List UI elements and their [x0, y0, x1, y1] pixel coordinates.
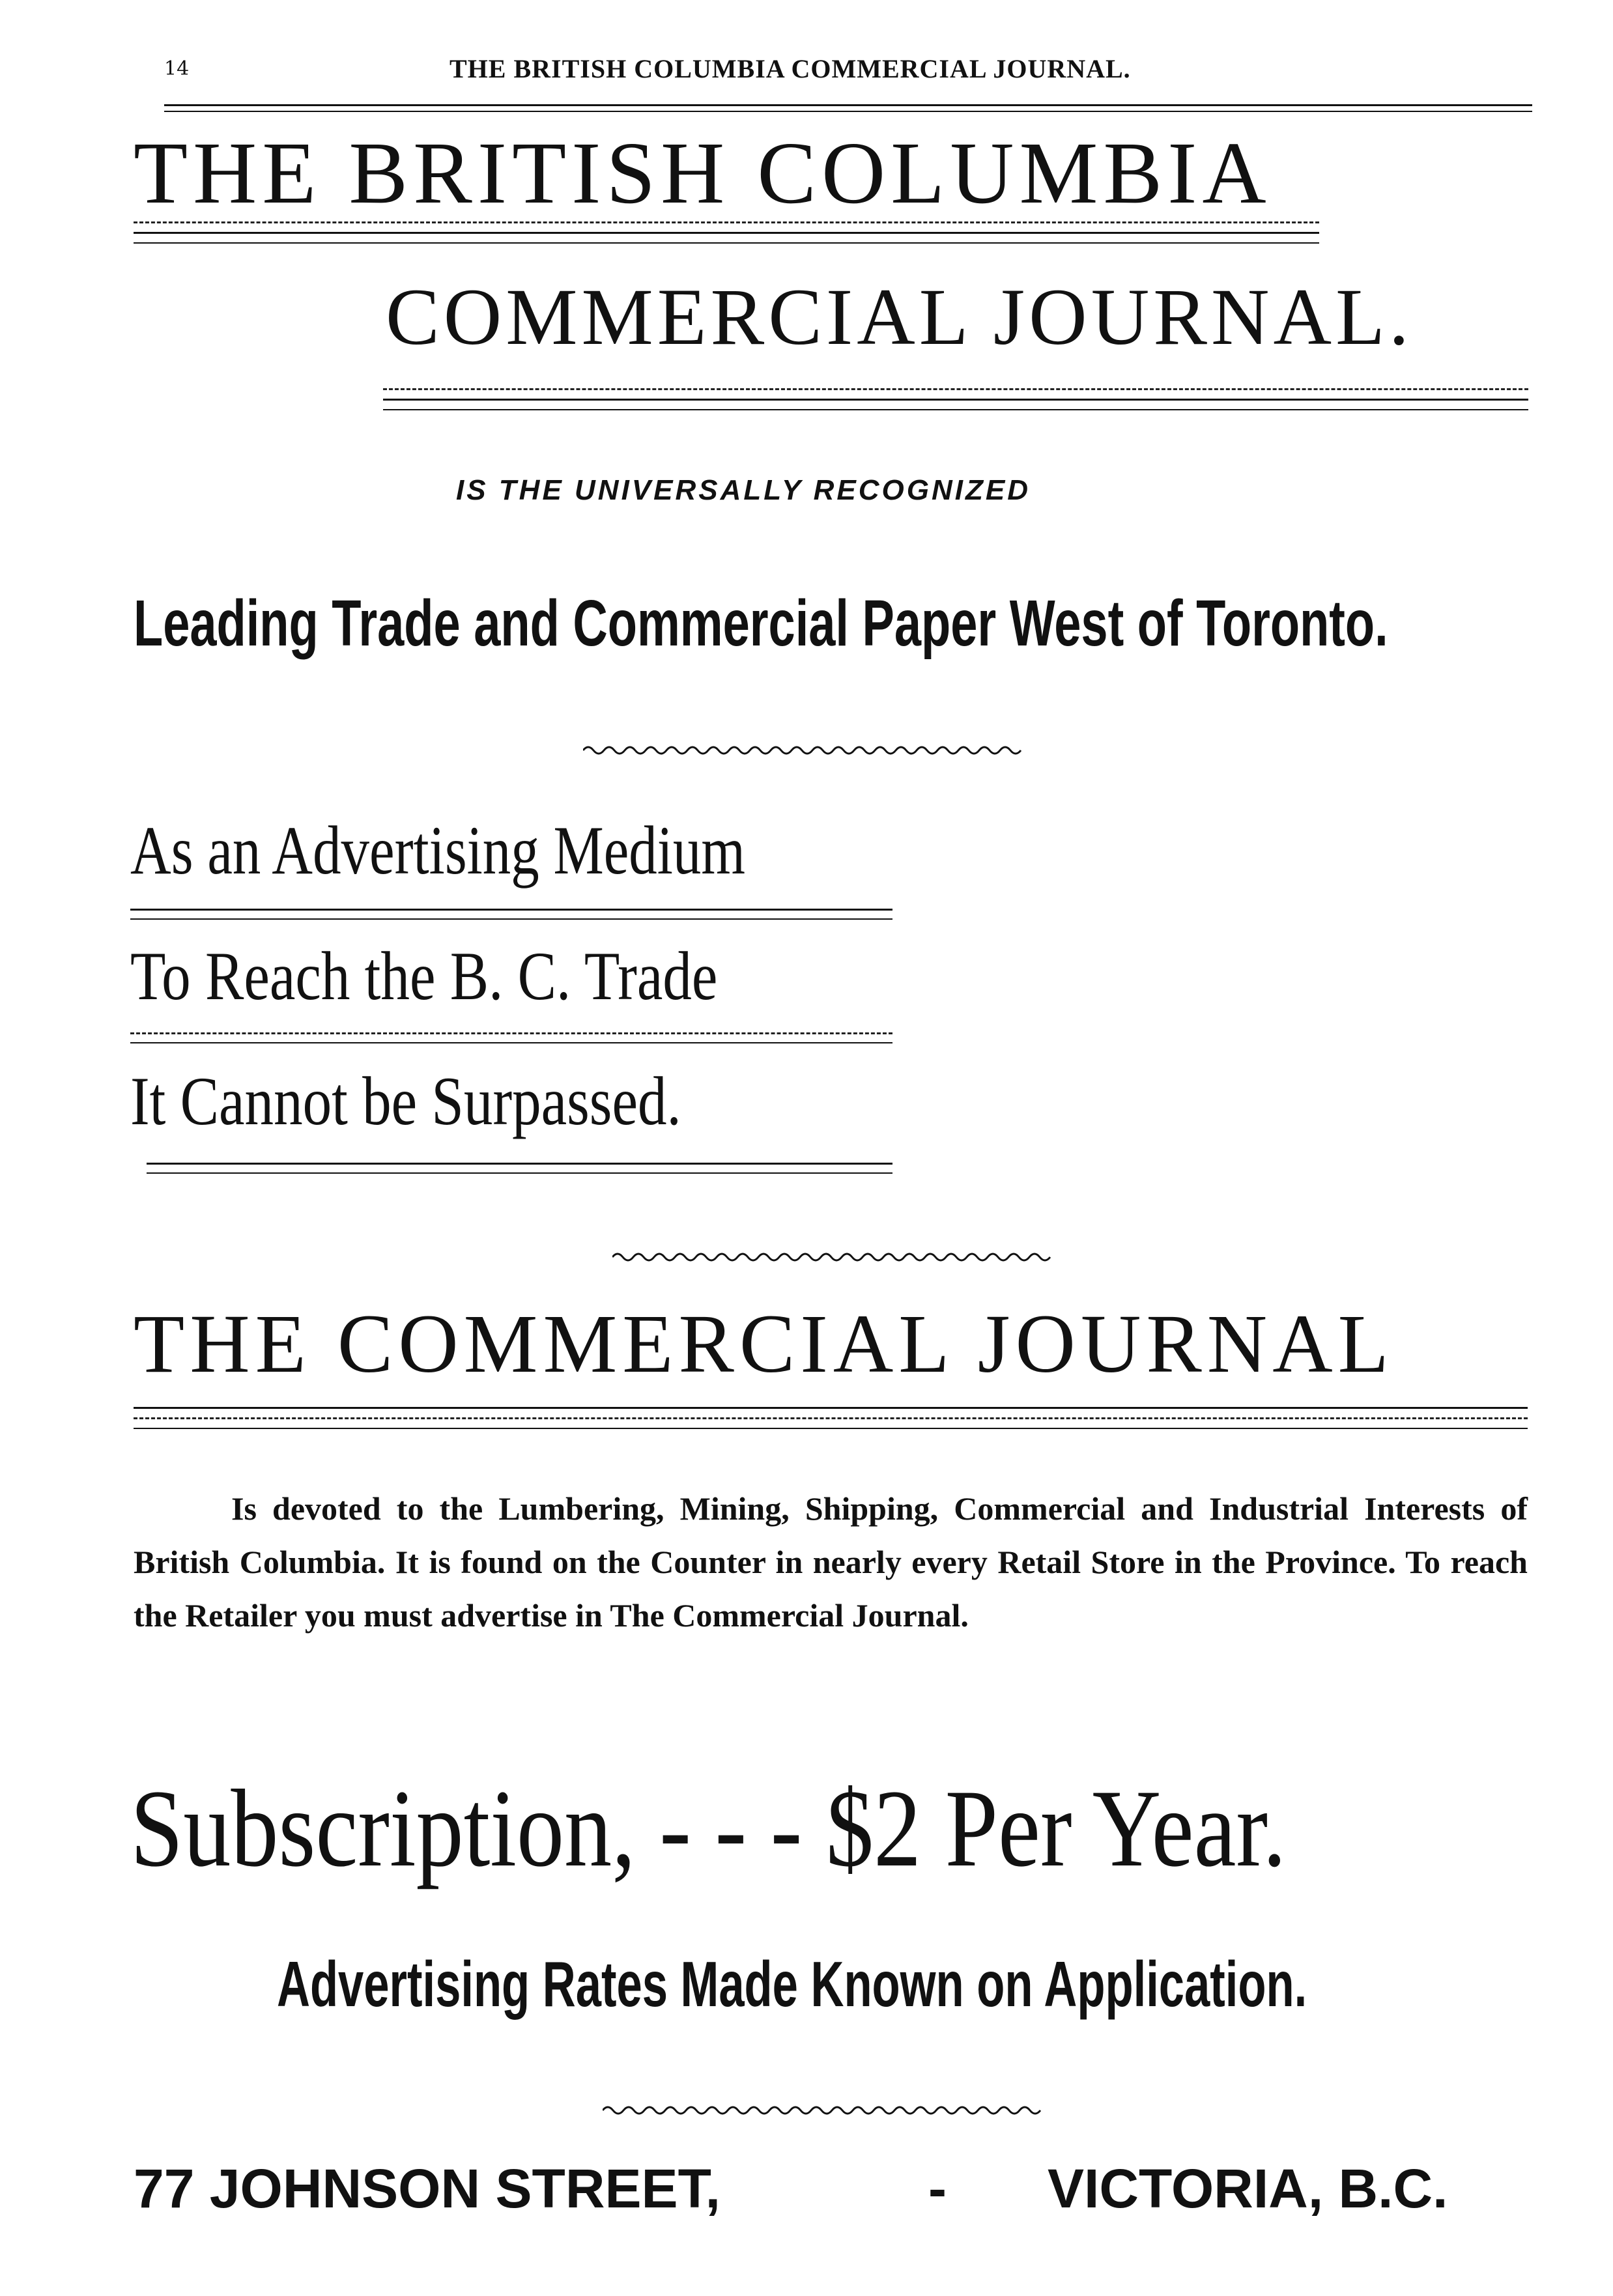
header-rule-2 — [164, 111, 1532, 112]
ad-rule-3b — [147, 1172, 892, 1174]
subscription-price: Subscription, - - - $2 Per Year. — [130, 1767, 1287, 1890]
ad-rule-2 — [130, 1032, 892, 1034]
journal-rule-2 — [134, 1417, 1528, 1419]
journal-rule-3 — [134, 1428, 1528, 1429]
advertising-rates-note: Advertising Rates Made Known on Application. — [277, 1948, 1307, 2020]
street-address: 77 JOHNSON STREET, — [134, 2158, 721, 2219]
masthead-rule-1b — [134, 232, 1319, 234]
masthead-line-1: THE BRITISH COLUMBIA — [134, 124, 1272, 222]
wavy-ornament-1 — [583, 743, 1026, 758]
masthead-rule-2 — [383, 388, 1528, 390]
advertising-line-3: It Cannot be Surpassed. — [130, 1063, 681, 1139]
commercial-journal-heading: THE COMMERCIAL JOURNAL — [134, 1297, 1394, 1390]
leading-paper-tagline: Leading Trade and Commercial Paper West of Toronto. — [134, 587, 1388, 660]
running-head: THE BRITISH COLUMBIA COMMERCIAL JOURNAL. — [450, 54, 1131, 83]
ad-rule-1b — [130, 918, 892, 920]
masthead-rule-1 — [134, 221, 1319, 223]
journal-rule-1 — [134, 1407, 1528, 1409]
recognized-subheading: IS THE UNIVERSALLY RECOGNIZED — [456, 474, 1031, 506]
advertising-line-2: To Reach the B. C. Trade — [130, 938, 718, 1014]
masthead-rule-2c — [383, 409, 1528, 410]
page-number: 14 — [164, 57, 190, 80]
journal-description: Is devoted to the Lumbering, Mining, Shipping, Commercial and Industrial Interests of British Columbia. It is found on the Counter in nearly every Retail Store in the Province. To reach the Retailer you must advertise in The Commercial Journal. — [134, 1490, 1528, 1634]
advertising-line-1: As an Advertising Medium — [130, 812, 745, 888]
ad-rule-3 — [147, 1163, 892, 1165]
masthead-rule-2b — [383, 399, 1528, 401]
address-separator: - — [928, 2158, 947, 2219]
wavy-ornament-2 — [612, 1249, 1055, 1265]
masthead-line-2: COMMERCIAL JOURNAL. — [386, 272, 1413, 361]
ad-rule-2b — [130, 1042, 892, 1043]
masthead-rule-1c — [134, 242, 1319, 244]
ad-rule-1 — [130, 909, 892, 911]
wavy-ornament-3 — [603, 2103, 1046, 2118]
header-rule — [164, 104, 1532, 106]
city-address: VICTORIA, B.C. — [1048, 2158, 1448, 2219]
